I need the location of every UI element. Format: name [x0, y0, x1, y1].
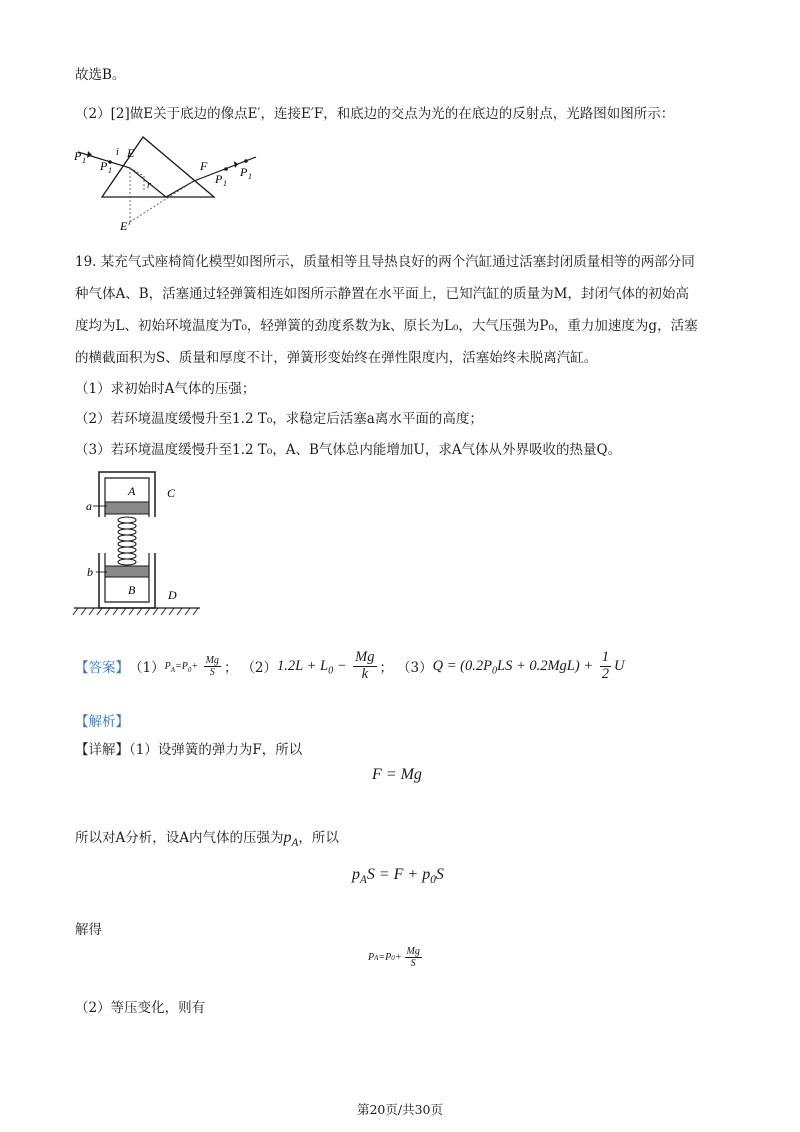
label-p1-c: P	[215, 172, 223, 186]
sub-question-2: （2）若环境温度缓慢升至1.2 T₀，求稳定后活塞a离水平面的高度；	[75, 411, 483, 427]
label-gas-b: B	[128, 583, 136, 597]
label-cylinder-d: D	[168, 588, 177, 602]
question-19-line-1: 19. 某充气式座椅简化模型如图所示，质量相等且导热良好的两个汽缸通过活塞封闭质量相等的两部分同	[75, 254, 695, 270]
cylinder-diagram	[72, 465, 207, 620]
equation-3: P A =P 0 + $\frac{Mg}{S}$	[368, 946, 420, 969]
answer-1: $P_A=P_0+$ $\frac{Mg}{S}$	[164, 654, 219, 678]
answer-line: 【答案】 （1） $P_A=P_0+$ $\frac{Mg}{S}$ ； （2） $1.2L + L_0$ − $\frac{Mg}{k}$ ； （3） $Q = (0.2P_0LS + 0.2MgL)$ + $\frac{1}{2}$ U	[75, 649, 625, 682]
page-footer: 第20页/共30页	[356, 1102, 444, 1117]
answer-tag: 【答案】	[75, 660, 129, 677]
answer-2: $1.2L + L_0$ − $\frac{Mg}{k}$	[277, 649, 375, 682]
label-p1-b: P	[100, 159, 108, 173]
ray-arrow-1	[87, 151, 92, 158]
detail-line-2: 所以对A分析，设A内气体的压强为$p_A$，所以	[75, 829, 339, 850]
detail-line-1: 【详解】（1）设弹簧的弹力为F，所以	[75, 742, 303, 758]
sub-question-3: （3）若环境温度缓慢升至1.2 T₀，A、B气体总内能增加U，求A气体从外界吸收的热量Q。	[75, 442, 622, 458]
text-line-part2: （2）[2]做E关于底边的像点E′，连接E′F，和底边的交点为光的在底边的反射点，光路图如图所示：	[75, 106, 675, 122]
svg-text:1: 1	[248, 172, 252, 181]
label-gas-a: A	[128, 484, 136, 498]
label-f: F	[200, 159, 208, 173]
label-i: i	[116, 147, 119, 158]
label-e-prime: E′	[120, 219, 130, 233]
label-r: r	[147, 180, 151, 191]
analysis-tag: 【解析】	[75, 714, 129, 730]
equation-2: $p_AS = F + p_0S$	[352, 866, 444, 887]
question-19-line-3: 度均为L、初始环境温度为T₀，轻弹簧的劲度系数为k、原长为L₀，大气压强为P₀，重力加速度为g，活塞	[75, 318, 698, 334]
question-19-line-4: 的横截面积为S、质量和厚度不计，弹簧形变始终在弹性限度内，活塞始终未脱离汽缸。	[75, 350, 598, 366]
ray-arrow-2	[234, 161, 238, 168]
label-piston-b: b	[87, 565, 93, 579]
svg-text:1: 1	[108, 166, 112, 175]
detail-solve: 解得	[75, 922, 102, 938]
sub-question-1: （1）求初始时A气体的压强；	[75, 381, 256, 397]
detail-tag: 【详解】	[75, 742, 129, 758]
equation-1: F = Mg	[372, 766, 422, 783]
text-line-conclusion: 故选B。	[75, 67, 126, 83]
label-p1-a: P	[74, 149, 82, 163]
answer-3: $Q = (0.2P_0LS + 0.2MgL)$ + $\frac{1}{2}$ U	[432, 649, 625, 682]
label-cylinder-c: C	[167, 486, 176, 500]
label-p1-d: P	[240, 165, 248, 179]
question-19-line-2: 种气体A、B，活塞通过轻弹簧相连如图所示静置在水平面上，已知汽缸的质量为M，封闭气体的初始高	[75, 286, 689, 302]
label-e: E	[127, 146, 135, 160]
detail-part-2: （2）等压变化，则有	[75, 1000, 206, 1016]
optics-diagram	[70, 130, 270, 235]
svg-text:1: 1	[82, 156, 86, 165]
label-piston-a: a	[86, 499, 92, 513]
svg-text:1: 1	[223, 179, 227, 188]
prism-triangle	[102, 137, 214, 197]
